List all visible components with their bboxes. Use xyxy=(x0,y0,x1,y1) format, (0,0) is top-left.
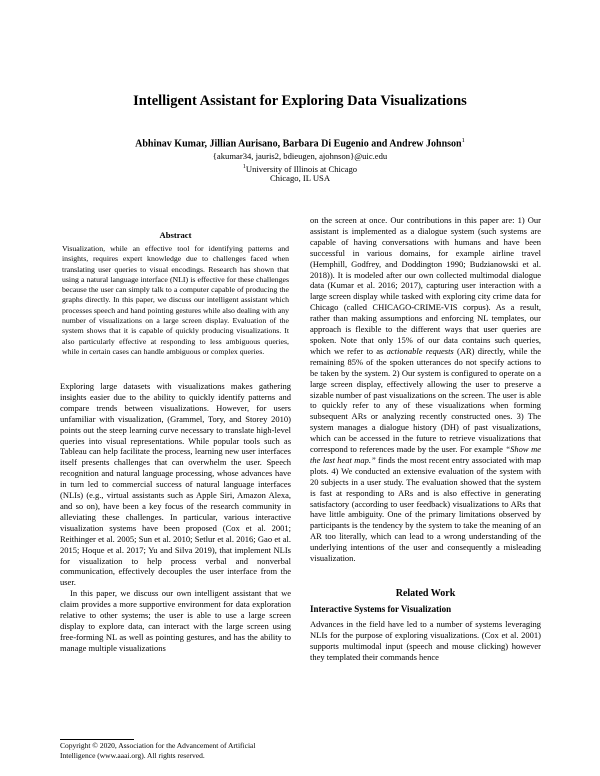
abstract-heading: Abstract xyxy=(159,230,192,240)
related-work-heading: Related Work xyxy=(395,588,456,599)
author-affiliation-mark: 1 xyxy=(461,137,465,144)
affiliation-mark: 1 xyxy=(242,164,246,170)
contributions-text-c: finds the most recent entry associated with map plots. 4) We conducted an extensive evaluation of the system with 20 subjects in a user study. The evaluation showed that the system is fast at responding to ARs and is also effective in generating satisfactory (according to user feedback) visualizations to ARs that have little ambiguity. One of the primary limitations observed by participants is the tendency by the system to take the meaning of an AR too literally, which can lead to a wrong understanding of the underlying intentions of the user and consequently a misleading visualization. xyxy=(310,454,541,564)
actionable-requests-term: actionable requests xyxy=(386,345,454,356)
author-names: Abhinav Kumar, Jillian Aurisano, Barbara Di Eugenio and Andrew Johnson xyxy=(135,138,462,150)
author-emails: {akumar34, jauris2, bdieugen, ajohnson}@uic.edu xyxy=(212,151,388,161)
contributions-text-a: on the screen at once. Our contributions in this paper are: 1) Our assistant is implemented as a dialogue system (such systems are capable of having conversations with humans and have been successful in various domains, for example airline travel (Hemphill, Godfrey, and Doddington 1990; Budzianowski et al. 2018)). It is modeled after our own collected multimodal dialogue data (Kumar et al. 2016; 2017), capturing user interaction with a large screen display while tasked with exploring city crime data for Chicago (called CHICAGO-CRIME-VIS corpus). As a result, rather than making assumptions and enforcing NL templates, our approach is flexible to the different ways that user queries are spoken. Note that only 15% of our data contains such queries, which we refer to as xyxy=(310,215,541,356)
contributions-text-b: (AR) directly, while the remaining 85% of the spoken utterances do not specify actions to be taken by the system. 2) Our system is configured to operate on a large screen display, effectively allowing the user to preserve a sizable number of past visualizations on the screen. The user is able to quickly refer to any of these visualizations when forming subsequent ARs or analyzing recently constructed ones. 3) The system manages a dialogue history (DH) of past visualizations, which can be accessed in the future to retrieve visualizations that correspond to references made by the user. For example xyxy=(310,345,541,455)
abstract-text: Visualization, while an effective tool for identifying patterns and insights, requires expert knowledge due to challenges faced when translating user queries to visual encodings. Research has shown that using a natural language interface (NLI) is effective for these challenges because the user can simply talk to a computer capable of producing the graphs directly. In this paper, we discuss our intelligent assistant which processes speech and hand pointing gestures while also dealing with any number of visualizations on a large screen display. Evaluation of the system shows that it is capable of quickly producing visualizations. It also particularly effective at responding to less ambiguous queries, while in certain cases can handle ambiguous or complex queries. xyxy=(62,244,289,356)
intro-paragraph-1: Exploring large datasets with visualizations makes gathering insights easier due to the ability to quickly identify patterns and compare trends between visualizations. However, for users unfamiliar with visualization, (Grammel, Tory, and Storey 2010) points out the steep learning curve necessary to translate high-level queries into visual representations. While popular tools such as Tableau can help facilitate the process, learning new user interfaces itself presents challenges that can overwhelm the user. Speech recognition and natural language processing, whose advances have in turn led to commercial success of natural language interfaces (NLIs) (e.g., virtual assistants such as Apple Siri, Amazon Alexa, and so on), have been a key focus of the research community in alleviating these challenges. In particular, various interactive visualization systems have been proposed (Cox et al. 2001; Reithinger et al. 2005; Sun et al. 2010; Setlur et al. 2016; Gao et al. 2015; Hoque et al. 2017; Yu and Silva 2019), that implement NLIs for visualization to help process verbal and nonverbal communication, effectively decouples the user interface from the user. xyxy=(60,381,291,588)
example-query: “Show me the last heat map.” xyxy=(310,444,542,465)
related-work-paragraph: Advances in the field have led to a number of systems leveraging NLIs for the purpose of exploring visualizations. (Cox et al. 2001) supports multimodal input (speech and mouse clicking) however they templated their commands hence xyxy=(310,619,541,662)
introduction xyxy=(60,381,291,654)
affiliation-name: University of Illinois at Chicago xyxy=(245,163,358,174)
footnote-divider xyxy=(60,739,134,740)
contributions-paragraph xyxy=(310,215,541,564)
copyright-footnote: Copyright © 2020, Association for the Advancement of Artificial Intelligence (www.aaai.org). All rights reserved. xyxy=(60,741,256,760)
paper-title: Intelligent Assistant for Exploring Data Visualizations xyxy=(133,93,467,109)
interactive-systems-heading: Interactive Systems for Visualization xyxy=(310,604,452,614)
affiliation-location: Chicago, IL USA xyxy=(269,173,331,183)
intro-paragraph-2: In this paper, we discuss our own intelligent assistant that we claim provides a more supportive environment for data exploration relative to other systems; the user is able to use a large screen display to explore data, can interact with the large screen using free-forming NL as well as pointing gestures, and has the ability to manage multiple visualizations xyxy=(60,588,291,653)
author-list xyxy=(0,137,600,149)
